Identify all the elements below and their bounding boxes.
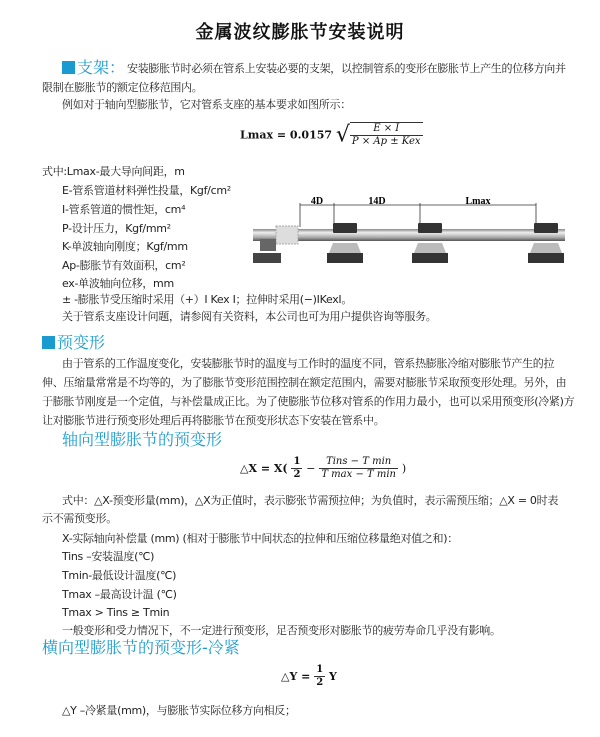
support-line: 安装膨胀节时必须在管系上安装必要的支架，以控制管系的变形在膨胀节上产生的位移方向并 xyxy=(127,62,566,75)
subheading-axial: 轴向型膨胀节的预变形 xyxy=(62,430,223,449)
support-diagram xyxy=(248,195,568,280)
section-heading-support xyxy=(62,58,125,78)
formula-denominator: 2 xyxy=(316,677,324,688)
support-line: 限制在膨胀节的额定位移范围内。 xyxy=(42,81,203,94)
paragraph-line: 伸、压缩量常常是不均等的，为了膨胀节变形范围控制在额定范围内，需要对膨胀节采取预变形处理。另外，由 xyxy=(42,376,567,389)
formula-lmax xyxy=(240,122,423,148)
explanation-line: Tmax –最高设计温 (℃) xyxy=(62,588,177,601)
formula-lhs: △X = X( xyxy=(240,462,288,475)
formula-numerator: Tins − T min xyxy=(319,456,398,469)
heading-text: 支架： xyxy=(77,58,126,77)
legend-line: Ap-膨胀节有效面积，cm² xyxy=(62,259,186,272)
legend-line: I-管系管道的惯性矩，cm⁴ xyxy=(62,203,186,216)
dim-label-14d: 14D xyxy=(368,196,386,207)
subheading-lateral: 横向型膨胀节的预变形-冷紧 xyxy=(42,638,240,657)
heading-text: 预变形 xyxy=(57,333,106,352)
formula-delta-y xyxy=(281,664,337,689)
pipe xyxy=(253,229,565,241)
section-heading-predeform xyxy=(42,333,105,353)
legend-line: P-设计压力，Kgf/mm² xyxy=(62,222,171,235)
explanation-line: Tins –安装温度(℃) xyxy=(62,550,155,563)
half-denominator: 2 xyxy=(293,469,301,480)
square-bullet-icon xyxy=(42,336,55,349)
formula-lhs: △Y = xyxy=(281,670,311,683)
support-line: 例如对于轴向型膨胀节，它对管系支座的基本要求如图所示： xyxy=(62,98,351,111)
paragraph-line: 由于管系的工作温度变化，安装膨胀节时的温度与工作时的温度不同，管系热膨胀冷缩对膨胀节产生的拉 xyxy=(62,357,555,370)
paragraph-line: 于膨胀节刚度是一个定值，与补偿量成正比。为了使膨胀节位移对管系的作用力最小，也可以采用预变形(冷紧)方 xyxy=(42,395,575,408)
page-title: 金属波纹膨胀节安装说明 xyxy=(195,22,405,43)
formula-rhs: Y xyxy=(329,670,337,683)
formula-numerator: 1 xyxy=(316,664,324,675)
explanation-line: 一般变形和受力情况下，不一定进行预变形，足否预变形对膨胀节的疲劳寿命几乎没有影响。 xyxy=(62,624,501,637)
legend-line: E-管系管道材料弹性投量，Kgf/cm² xyxy=(62,184,231,197)
formula-minus: − xyxy=(306,462,316,475)
legend-line: 关于管系支座设计问题，请参阅有关资料，本公司也可为用户提供咨询等服务。 xyxy=(62,310,437,323)
legend-line: 式中:Lmax-最大导向间距，m xyxy=(42,165,185,178)
paragraph-line: 让对膨胀节进行预变形处理后再将膨胀节在预变形状态下安装在管系中。 xyxy=(42,414,385,427)
sqrt-icon: √ xyxy=(335,122,350,148)
half-numerator: 1 xyxy=(293,456,301,467)
explanation-line: X-实际轴向补偿量 (mm) (相对于膨胀节中间状态的拉伸和压缩位移量绝对值之和)： xyxy=(62,532,458,545)
legend-line: ± -膨胀节受压缩时采用（+）I Kex I；拉伸时采用(−)IKexI。 xyxy=(62,293,353,306)
formula-denominator: P × Ap ± Kex xyxy=(351,136,421,147)
explanation-line: Tmax > Tins ≥ Tmin xyxy=(62,606,170,619)
explanation-line: 示不需预变形。 xyxy=(42,512,117,525)
explanation-line: △Y –冷紧量(mm)，与膨胀节实际位移方向相反； xyxy=(62,704,296,717)
bellows xyxy=(276,226,298,244)
formula-lhs: Lmax = 0.0157 xyxy=(240,128,333,142)
formula-rhs: ) xyxy=(401,462,407,475)
explanation-line: 式中：△X-预变形量(mm)，△X为正值时，表示膨张节需预拉伸；为负值时，表示需预压缩；△X = 0时表 xyxy=(62,494,559,507)
formula-delta-x xyxy=(240,456,406,481)
formula-denominator: T max − T min xyxy=(321,469,396,480)
legend-line: K-单波轴向刚度；Kgf/mm xyxy=(62,240,188,253)
formula-numerator: E × I xyxy=(350,123,423,136)
explanation-line: Tmin-最低设计温度(℃) xyxy=(62,569,177,582)
legend-line: ex-单波轴向位移，mm xyxy=(62,277,174,290)
dim-label-4d: 4D xyxy=(310,196,324,207)
square-bullet-icon xyxy=(62,61,75,74)
dim-label-lmax: Lmax xyxy=(465,196,491,207)
